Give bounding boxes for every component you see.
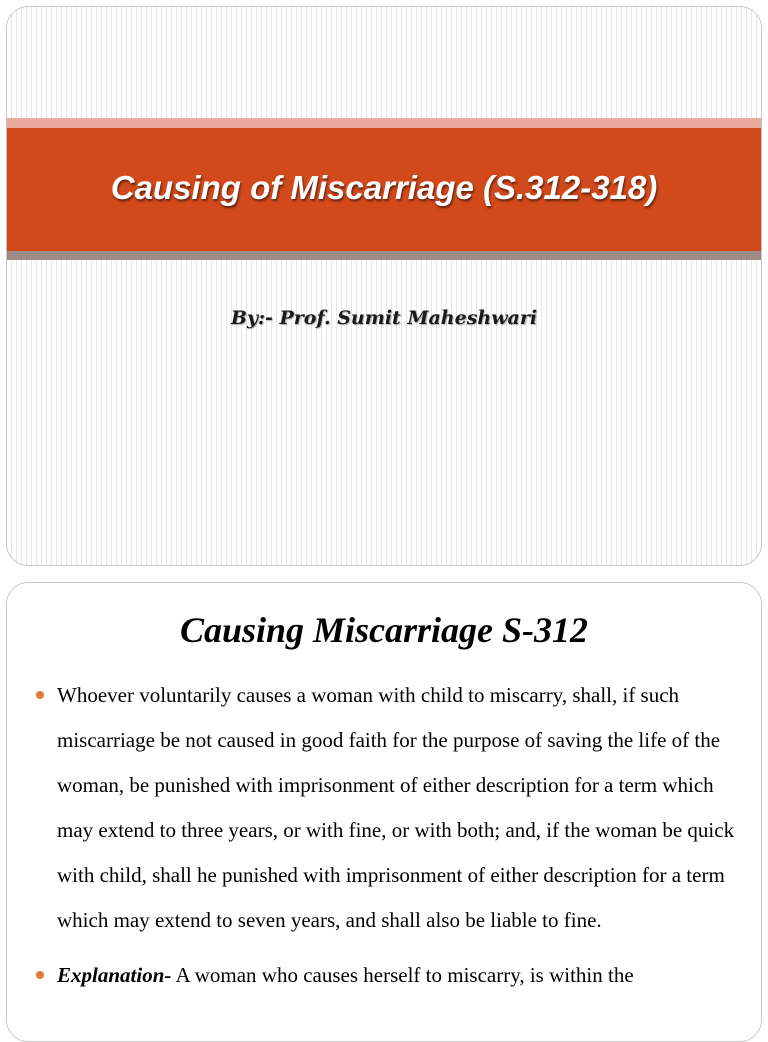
slide-title: Causing of Miscarriage (S.312-318): [110, 168, 658, 206]
bullet-dot-icon: [36, 691, 44, 699]
bullet-item: [31, 673, 743, 943]
bullet-text: A woman who causes herself to miscarry, is within the: [171, 963, 634, 987]
title-slide: [6, 6, 762, 566]
bullet-list: [31, 673, 743, 998]
content-slide: [6, 582, 762, 1042]
bullet-lead: Explanation-: [57, 963, 172, 987]
bullet-item: [31, 953, 743, 998]
bullet-dot-icon: [36, 971, 44, 979]
bullet-text: Whoever voluntarily causes a woman with child to miscarry, shall, if such miscarriage be not caused in good faith for the purpose of saving the life of the woman, be punished with imprisonment of either description for a term which may extend to three years, or with fine, or with both; and, if the woman be quick with child, shall he punished with imprisonment of either description for a term which may extend to seven years, and shall also be liable to fine.: [57, 683, 735, 932]
title-band-top-stripe: [7, 118, 761, 128]
section-heading: Causing Miscarriage S-312: [179, 610, 589, 650]
title-band-bottom-stripe: [7, 251, 761, 260]
author-line: By:- Prof. Sumit Maheshwari: [230, 307, 538, 329]
